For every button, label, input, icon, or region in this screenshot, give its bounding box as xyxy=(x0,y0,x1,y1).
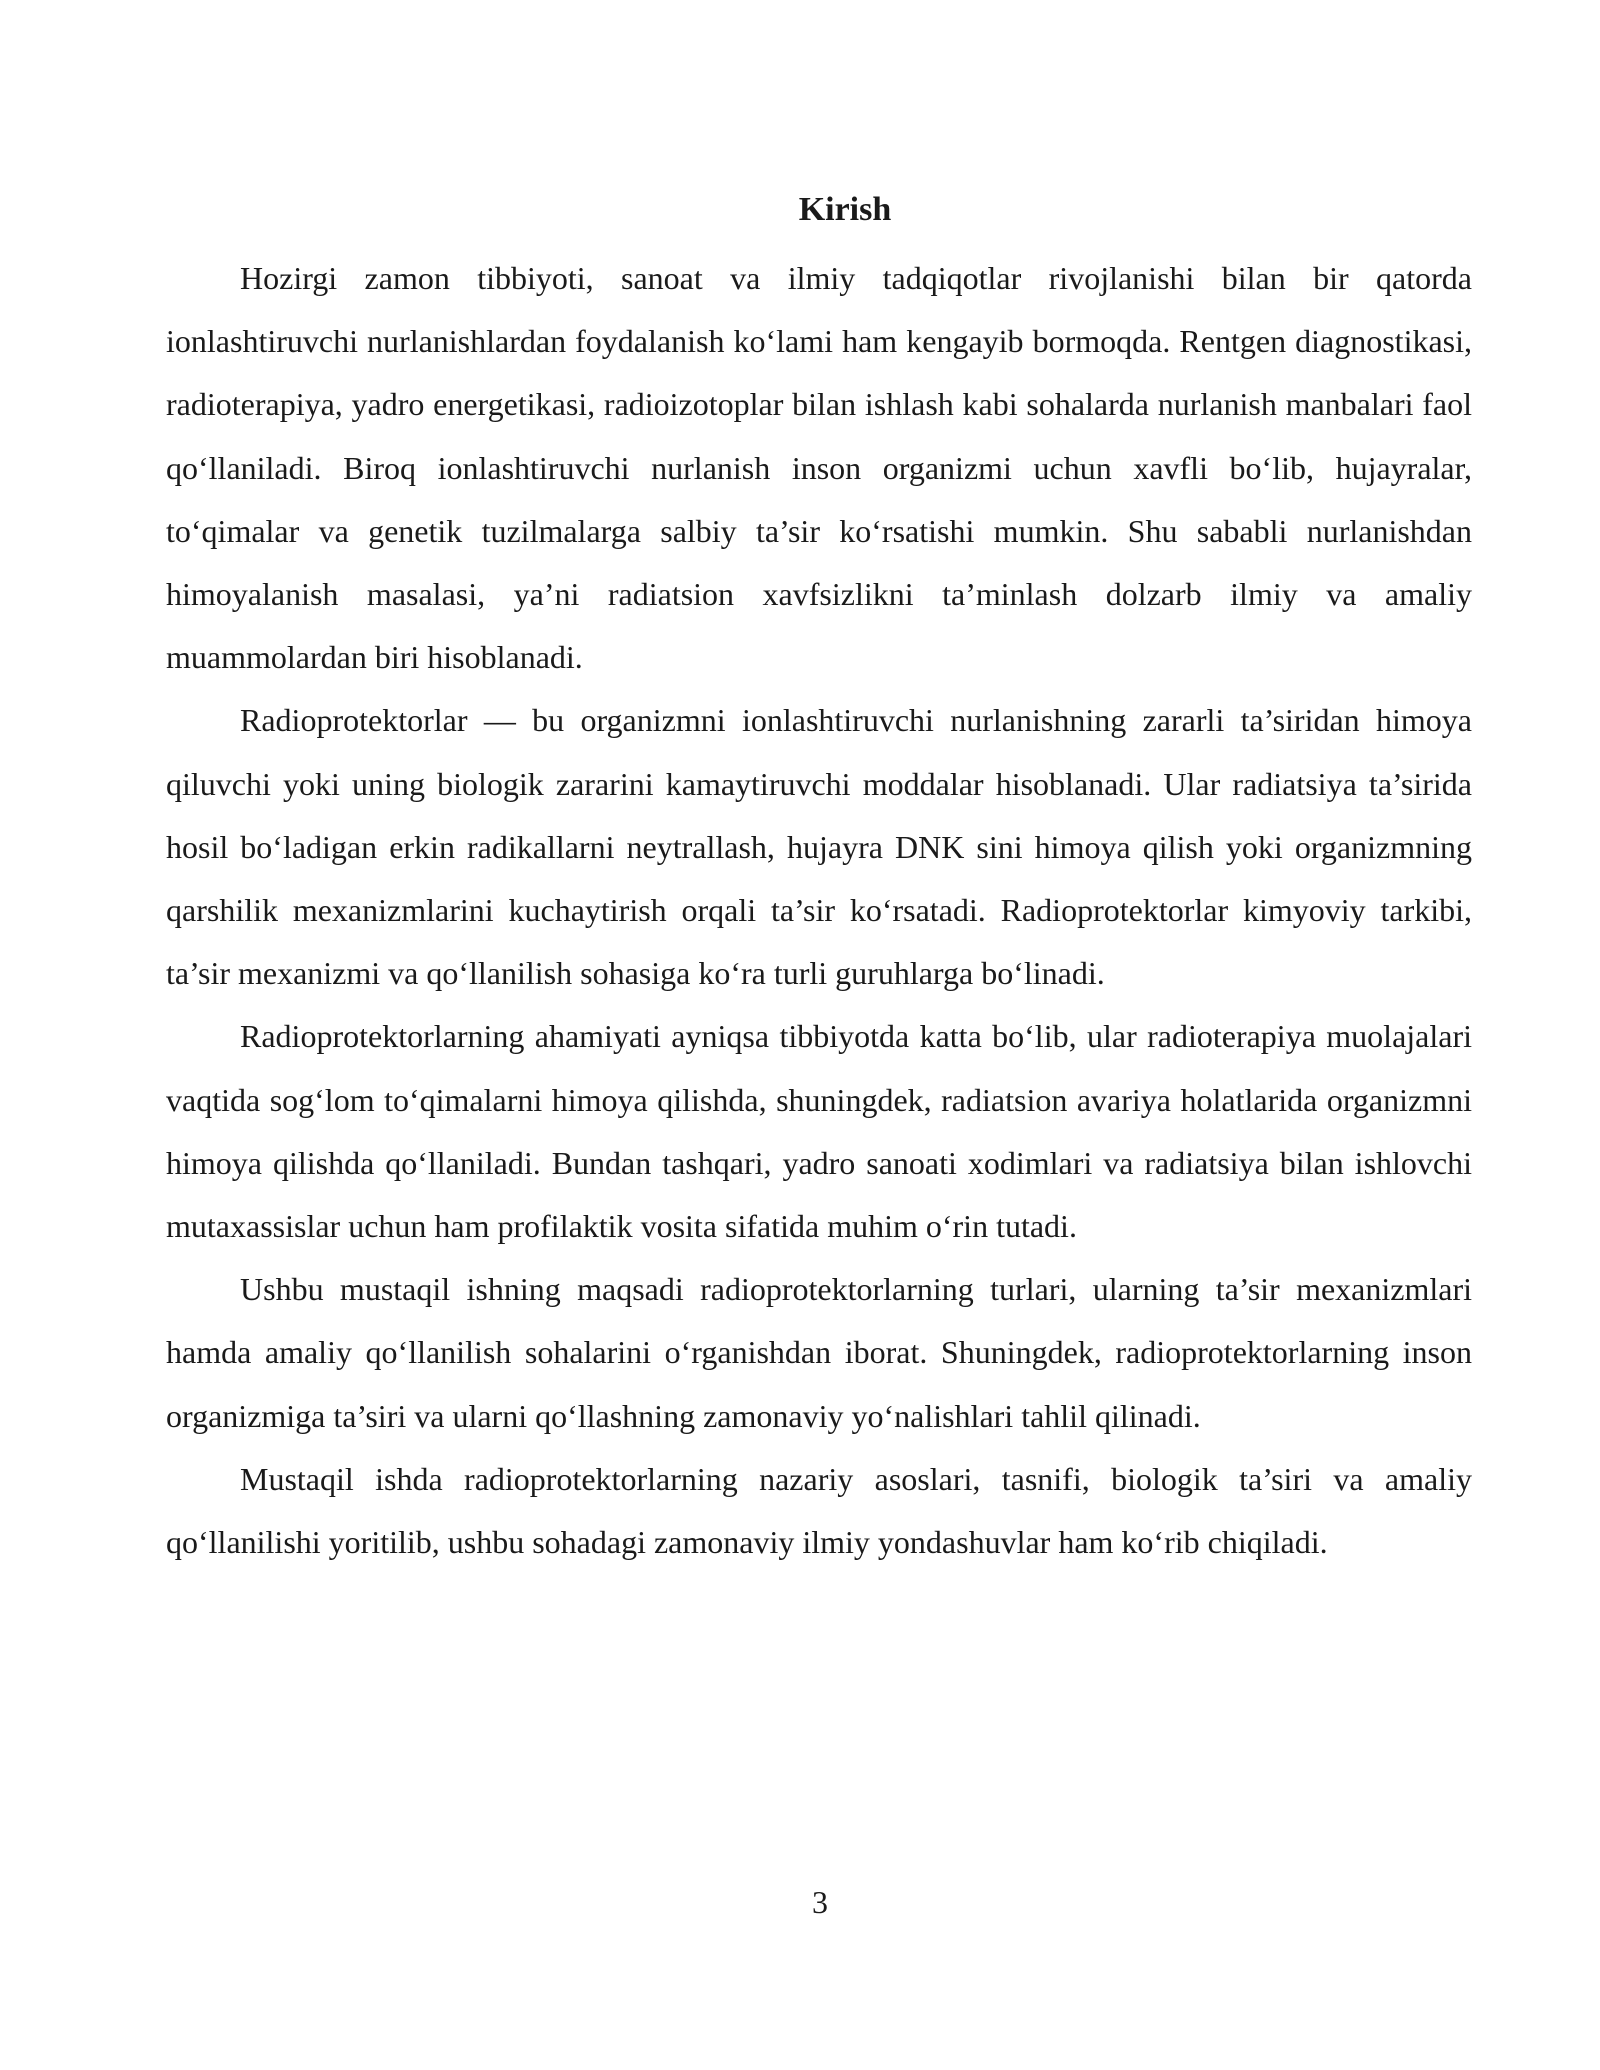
paragraph-intro: Hozirgi zamon tibbiyoti, sanoat va ilmiy tadqiqotlar rivojlanishi bilan bir qatorda ionlashtiruvchi nurlanishlardan foydalanish ko‘lami ham kengayib bormoqda. Rentgen diagnostikasi, radioterapiya, yadro energetikasi, radioizotoplar bilan ishlash kabi sohalarda nurlanish manbalari faol qo‘llaniladi. Biroq ionlashtiruvchi nurlanish inson organizmi uchun xavfli bo‘lib, hujayralar, to‘qimalar va genetik tuzilmalarga salbiy ta’sir ko‘rsatishi mumkin. Shu sababli nurlanishdan himoyalanish masalasi, ya’ni radiatsion xavfsizlikni ta’minlash dolzarb ilmiy va amaliy muammolardan biri hisoblanadi. xyxy=(166,260,1472,676)
page-number: 3 xyxy=(812,1884,828,1920)
paragraph-definition: Radioprotektorlar — bu organizmni ionlashtiruvchi nurlanishning zararli ta’siridan himoya qiluvchi yoki uning biologik zararini kamaytiruvchi moddalar hisoblanadi. Ular radiatsiya ta’sirida hosil bo‘ladigan erkin radikallarni neytrallash, hujayra DNK sini himoya qilish yoki organizmning qarshilik mexanizmlarini kuchaytirish orqali ta’sir ko‘rsatadi. Radioprotektorlar kimyoviy tarkibi, ta’sir mexanizmi va qo‘llanilish sohasiga ko‘ra turli guruhlarga bo‘linadi. xyxy=(166,702,1472,992)
paragraph-goal: Ushbu mustaqil ishning maqsadi radioprotektorlarning turlari, ularning ta’sir mexanizmlari hamda amaliy qo‘llanilish sohalarini o‘rganishdan iborat. Shuningdek, radioprotektorlarning inson organizmiga ta’siri va ularni qo‘llashning zamonaviy yo‘nalishlari tahlil qilinadi. xyxy=(166,1271,1472,1434)
section-heading: Kirish xyxy=(798,191,892,228)
paragraph-scope: Mustaqil ishda radioprotektorlarning nazariy asoslari, tasnifi, biologik ta’siri va amaliy qo‘llanilishi yoritilib, ushbu sohadagi zamonaviy ilmiy yondashuvlar ham ko‘rib chiqiladi. xyxy=(166,1460,1472,1561)
document-body xyxy=(166,247,1472,1574)
paragraph-importance: Radioprotektorlarning ahamiyati ayniqsa tibbiyotda katta bo‘lib, ular radioterapiya muolajalari vaqtida sog‘lom to‘qimalarni himoya qilishda, shuningdek, radiatsion avariya holatlarida organizmni himoya qilishda qo‘llaniladi. Bundan tashqari, yadro sanoati xodimlari va radiatsiya bilan ishlovchi mutaxassislar uchun ham profilaktik vosita sifatida muhim o‘rin tutadi. xyxy=(166,1018,1472,1245)
